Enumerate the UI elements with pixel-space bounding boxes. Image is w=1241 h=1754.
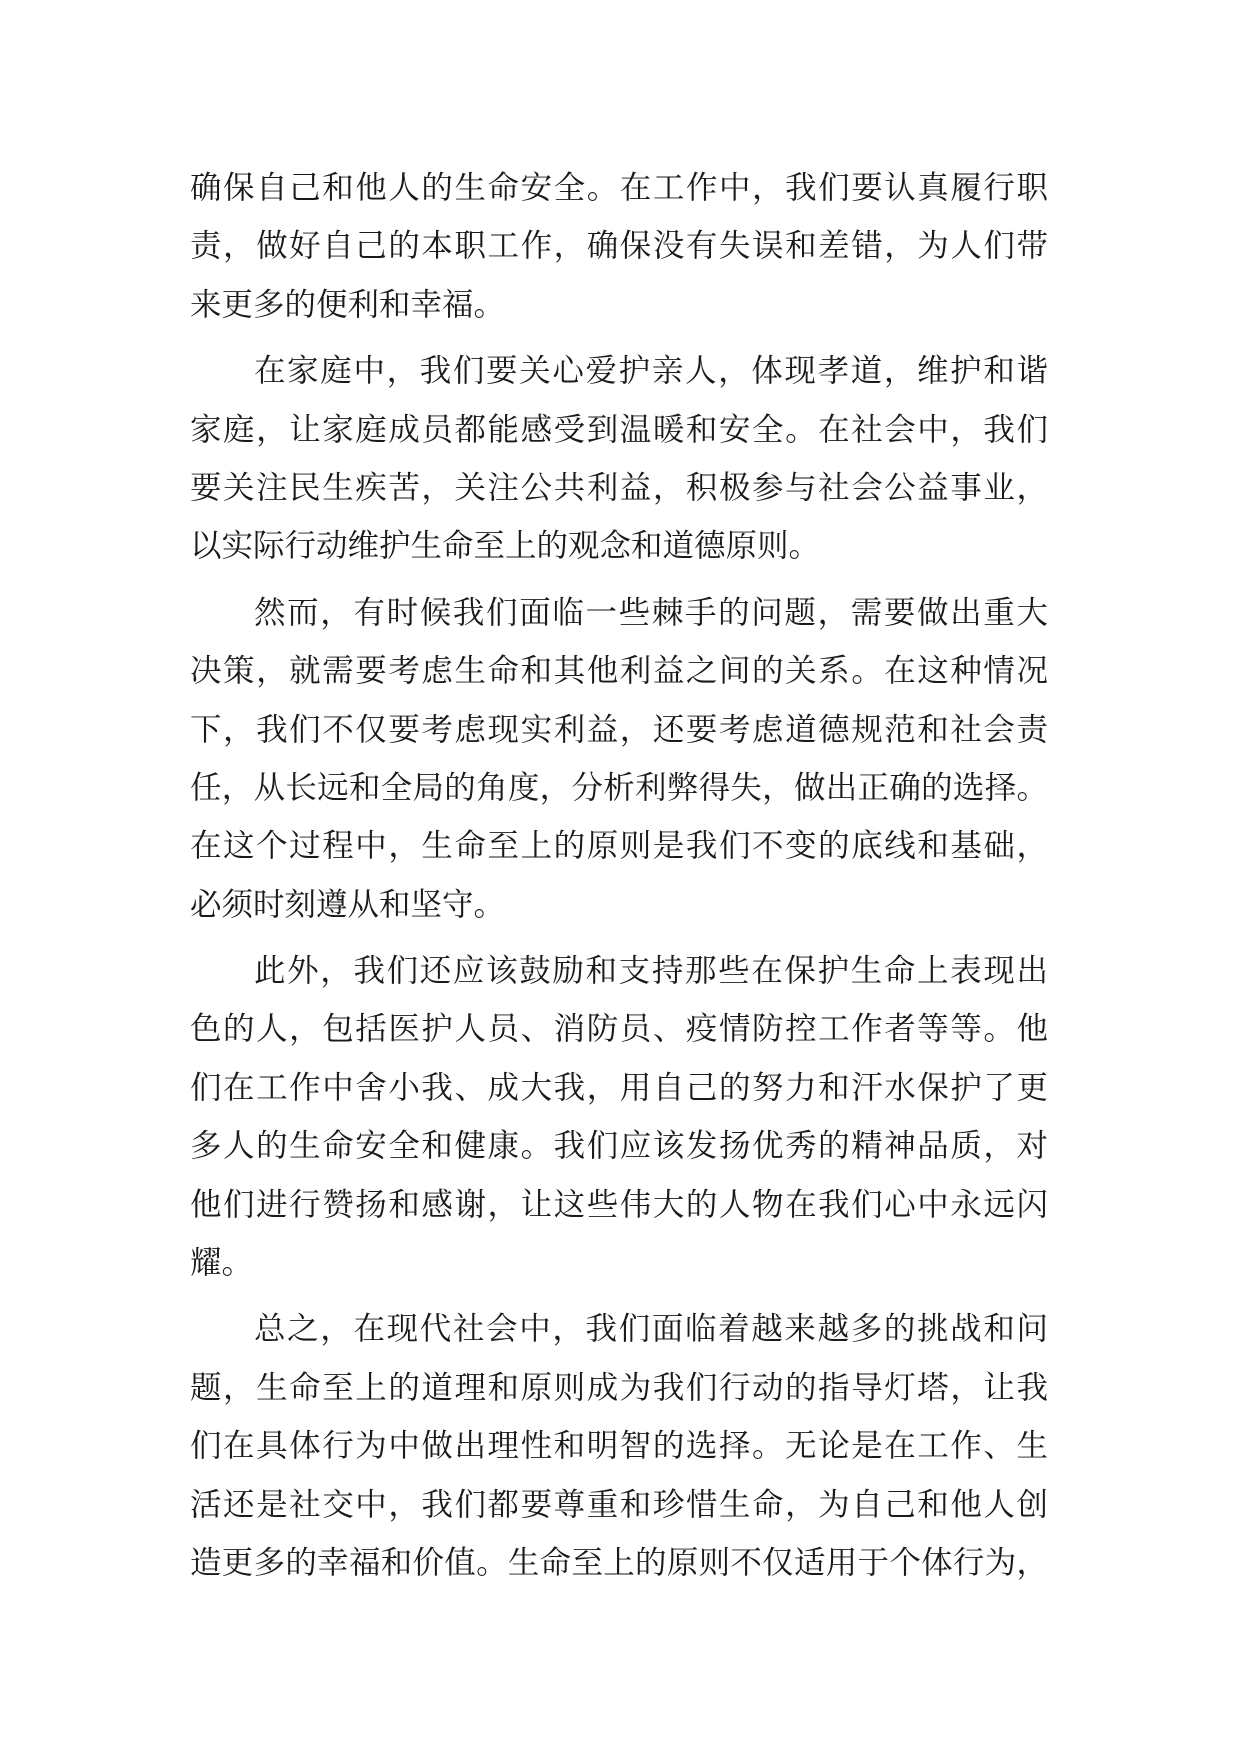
paragraph — [190, 342, 1048, 576]
text-line: 然而，有时候我们面临一些棘手的问题，需要做出重大 — [254, 594, 1048, 631]
text-line: 题，生命至上的道理和原则成为我们行动的指导灯塔，让我 — [190, 1369, 1048, 1406]
paragraph — [190, 584, 1048, 934]
text-line: 下，我们不仅要考虑现实利益，还要考虑道德规范和社会责 — [190, 711, 1048, 748]
text-line: 任，从长远和全局的角度，分析利弊得失，做出正确的选择。 — [190, 769, 1048, 806]
text-line: 必须时刻遵从和坚守。 — [190, 886, 506, 923]
text-line: 以实际行动维护生命至上的观念和道德原则。 — [190, 528, 821, 565]
text-line: 总之，在现代社会中，我们面临着越来越多的挑战和问 — [254, 1311, 1048, 1348]
text-line: 们在具体行为中做出理性和明智的选择。无论是在工作、生 — [190, 1428, 1048, 1465]
document-body — [190, 159, 1048, 1592]
text-line: 们在工作中舍小我、成大我，用自己的努力和汗水保护了更 — [190, 1069, 1048, 1106]
text-line: 来更多的便利和幸福。 — [190, 286, 506, 323]
text-line: 在家庭中，我们要关心爱护亲人，体现孝道，维护和谐 — [254, 353, 1048, 390]
paragraph — [190, 942, 1048, 1292]
text-line: 多人的生命安全和健康。我们应该发扬优秀的精神品质，对 — [190, 1128, 1048, 1165]
text-line: 决策，就需要考虑生命和其他利益之间的关系。在这种情况 — [190, 653, 1048, 690]
text-line: 家庭，让家庭成员都能感受到温暖和安全。在社会中，我们 — [190, 411, 1048, 448]
text-line: 他们进行赞扬和感谢，让这些伟大的人物在我们心中永远闪 — [190, 1186, 1048, 1223]
paragraph — [190, 1300, 1048, 1592]
text-line: 耀。 — [190, 1245, 254, 1282]
text-line: 确保自己和他人的生命安全。在工作中，我们要认真履行职 — [190, 170, 1048, 206]
text-line: 要关注民生疾苦，关注公共利益，积极参与社会公益事业， — [190, 469, 1048, 506]
text-line: 此外，我们还应该鼓励和支持那些在保护生命上表现出 — [254, 953, 1048, 990]
text-line: 造更多的幸福和价值。生命至上的原则不仅适用于个体行为， — [190, 1544, 1048, 1581]
text-line: 活还是社交中，我们都要尊重和珍惜生命，为自己和他人创 — [190, 1486, 1048, 1523]
text-line: 色的人，包括医护人员、消防员、疫情防控工作者等等。他 — [190, 1011, 1048, 1048]
text-line: 责，做好自己的本职工作，确保没有失误和差错，为人们带 — [190, 228, 1048, 265]
paragraph — [190, 159, 1048, 334]
text-line: 在这个过程中，生命至上的原则是我们不变的底线和基础， — [190, 828, 1048, 865]
